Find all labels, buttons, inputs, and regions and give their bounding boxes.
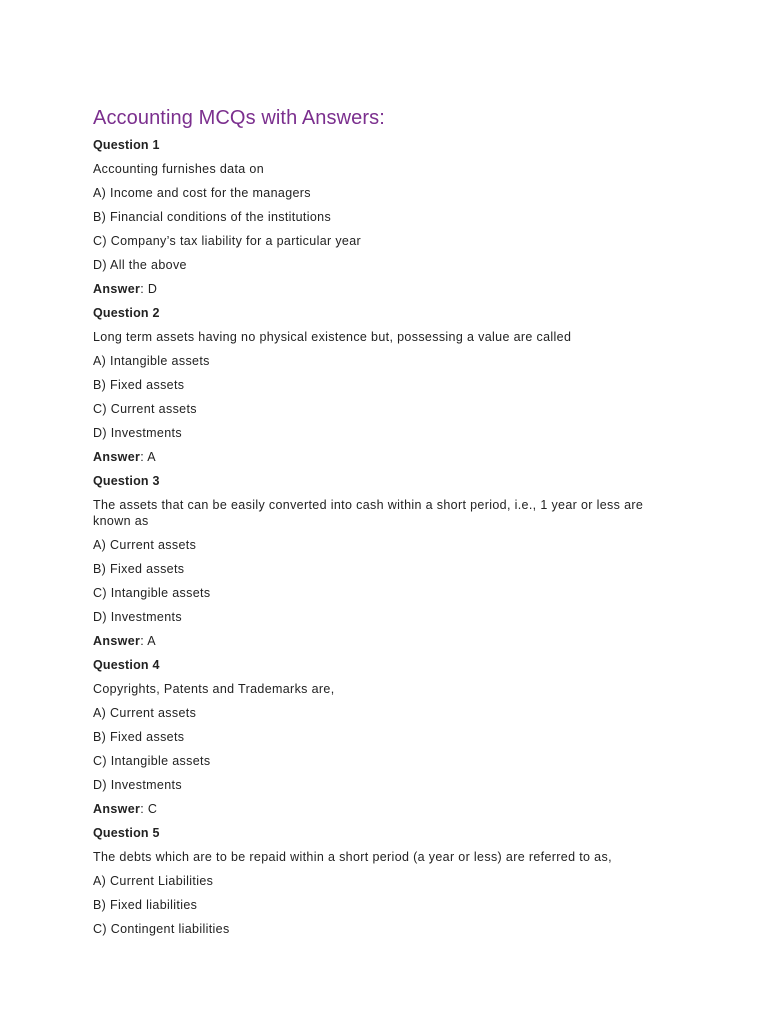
answer-option: A) Current assets <box>93 538 197 552</box>
answer-option: C) Intangible assets <box>93 754 211 768</box>
question-text: The assets that can be easily converted into cash within a short period, i.e., 1 year or less are known as <box>93 498 644 528</box>
question-heading: Question 1 <box>93 138 160 152</box>
answer-option: D) Investments <box>93 610 182 624</box>
answer-option: A) Intangible assets <box>93 354 210 368</box>
answer-label: Answer <box>93 450 141 464</box>
question-text: Copyrights, Patents and Trademarks are, <box>93 682 335 696</box>
answer-line <box>93 281 673 297</box>
answer-label: Answer <box>93 802 141 816</box>
answer-separator: : <box>140 802 148 816</box>
answer-option: C) Current assets <box>93 402 197 416</box>
answer-option: B) Fixed assets <box>93 378 185 392</box>
answer-option: D) Investments <box>93 778 182 792</box>
answer-option: B) Fixed assets <box>93 730 185 744</box>
question-text: Accounting furnishes data on <box>93 162 265 176</box>
question-block <box>93 473 673 649</box>
answer-separator: : <box>140 634 148 648</box>
question-heading: Question 3 <box>93 474 160 488</box>
answer-option: A) Current Liabilities <box>93 874 214 888</box>
question-block <box>93 657 673 817</box>
answer-label: Answer <box>93 634 141 648</box>
answer-value: A <box>147 450 156 464</box>
question-block <box>93 137 673 297</box>
answer-separator: : <box>140 450 148 464</box>
answer-value: D <box>147 282 158 296</box>
question-text: Long term assets having no physical existence but, possessing a value are called <box>93 330 572 344</box>
question-heading: Question 5 <box>93 826 160 840</box>
answer-value: C <box>147 802 158 816</box>
answer-value: A <box>147 634 156 648</box>
answer-line <box>93 801 673 817</box>
answer-separator: : <box>140 282 148 296</box>
answer-option: D) All the above <box>93 258 187 272</box>
question-list <box>93 137 673 937</box>
answer-option: B) Financial conditions of the institutions <box>93 210 332 224</box>
answer-option: C) Intangible assets <box>93 586 211 600</box>
answer-line <box>93 449 673 465</box>
page-title: Accounting MCQs with Answers: <box>93 107 385 129</box>
question-heading: Question 4 <box>93 658 160 672</box>
answer-label: Answer <box>93 282 141 296</box>
document-page <box>93 106 673 945</box>
question-heading: Question 2 <box>93 306 160 320</box>
answer-line <box>93 633 673 649</box>
question-block <box>93 825 673 937</box>
answer-option: D) Investments <box>93 426 182 440</box>
answer-option: B) Fixed assets <box>93 562 185 576</box>
question-block <box>93 305 673 465</box>
answer-option: C) Company’s tax liability for a particular year <box>93 234 362 248</box>
question-text: The debts which are to be repaid within a short period (a year or less) are referred to as, <box>93 850 612 864</box>
answer-option: A) Income and cost for the managers <box>93 186 311 200</box>
answer-option: B) Fixed liabilities <box>93 898 198 912</box>
answer-option: A) Current assets <box>93 706 197 720</box>
answer-option: C) Contingent liabilities <box>93 922 230 936</box>
